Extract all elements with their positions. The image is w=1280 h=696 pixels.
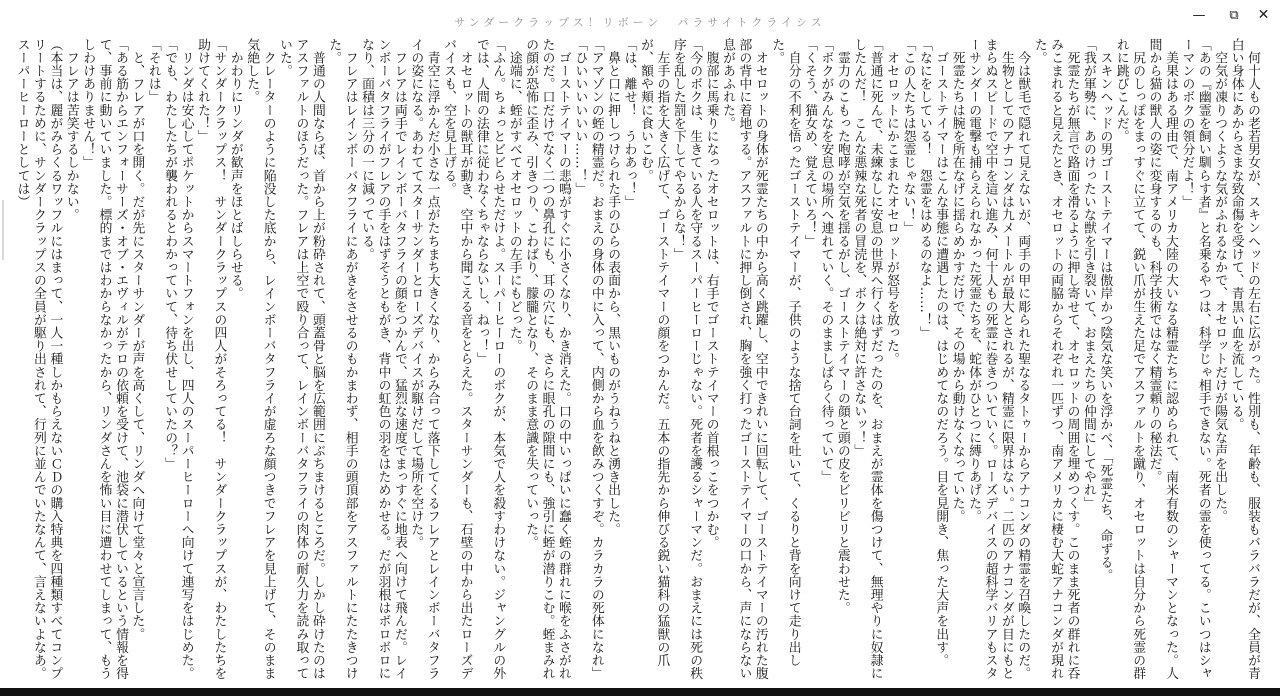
document-viewport[interactable]: [14, 38, 1260, 686]
paragraph: 何十人もの老若男女が、スキンヘッドの左右に広がった。性別も、年齢も、服装もバラバラだが、全員が青白い身体にあからさまな致命傷を受けて、青黒い血を流している。: [1228, 38, 1260, 680]
paragraph: オセロットの身体が死霊たちの中から高く跳躍し、空中できれいに回転して、ゴーストテイマーの汚れた腹部の背中に着地する。アスファルトに押し倒され、胸を強く打ったゴーストテイマーの口から、声にならない息があふれた。: [720, 38, 768, 680]
close-button[interactable]: [1247, 0, 1280, 30]
paragraph: 「この人たちは怨霊じゃない！」: [900, 38, 916, 235]
paragraph: 腹部に馬乗りになったオセロットは、右手でゴーストテイマーの首根っこをつかむ。: [703, 38, 719, 549]
paragraph: オセロットの獣耳が動き、空中から聞こえる音をとらえた。スターサンダーも、石壁の中から出たローズデバイスも、空を見上げる。: [441, 38, 473, 680]
paragraph: フレアはレインボーバタフライにあがきをさせるのもかまわず、相手の頭頂部をアスファルトにたたきつけた。: [326, 38, 358, 680]
window-titlebar: [0, 0, 1280, 36]
paragraph: 霊力のこもった咆哮が空気を揺るがし、ゴーストテイマーの顔と頭の皮をビリビリと震わせた。: [834, 38, 850, 615]
paragraph: 「は、離せ！ うわあっ！」: [621, 38, 637, 209]
left-edge-marker: [2, 200, 4, 260]
paragraph: かわりにリンダが歓声をほとばしらせる。: [227, 38, 243, 300]
paragraph: 「でも、わたしたちが襲われるとわかっていて、待ち伏せしていたの？」: [162, 38, 178, 471]
paragraph: 生物としてのアナコンダは九メートルが最大とされるが、精霊に限界はない。二匹のアナコンダが目にもとまらぬスピードで空中を這い進み、何十人もの死霊に巻きついていく。ローズデバイスの超科学バリアもスターサンダーの電撃も捕らえられなかった死霊たちを、蛇体がひとつに縛りあげた。: [966, 38, 1014, 680]
paragraph: 青空に浮かんだ小さな一点がたちまち大きくなり、からみ合って落下してくるフレアとレインボーバタフライの姿になる。あわててスターサンダーとローズデバイスが駆けだして場所を空けた。: [408, 38, 440, 680]
paragraph: 左手の指を大きく広げて、ゴーストテイマーの顔をつかんだ。五本の指先から伸びる鋭い猫科の猛獣の爪が、額や頬に食いこむ。: [637, 38, 670, 667]
paragraph: スキンヘッドの男ゴーストテイマーは傲岸かつ陰気な笑いを浮かべ、「死霊たち、命ずる。: [1097, 38, 1113, 582]
paragraph: ゴーストテイマーはこんな事態に遭遇したのは、はじめてなのだろう。目を見開き、焦った大声を出す。: [933, 38, 949, 667]
minimize-icon: —: [1192, 7, 1206, 23]
bottom-bar: [0, 688, 1280, 696]
paragraph: 死霊たちが無言で路面を滑るように押し寄せて、オセロットの周囲を埋めつくす。このまま死者の群れに呑みこまれると見えたとき、オセロットの両脇からそれぞれ一匹ずつ、南アメリカに棲む大蛇アナコンダが現れた。: [1031, 38, 1080, 680]
paragraph: フレアは両手でレインボーバタフライの顔をつかんで、猛烈な速度でまっすぐに地表へ向けて飛んだ。レインボーバタフライがフレアの手をはずそうともがき、背中の虹色の羽をはためかせる。だが羽根はボロボロになり、面積は三分の一に減っている。: [359, 38, 407, 680]
paragraph: 「ある筋からエンフォーサーズ・オブ・エヴィルがテロの依頼を受けて、池袋に潜伏しているという情報を得て、事前に動いていました。標的まではわからなかったから、リンダさんを怖い目に遭わせてしまって、もうしわけありません！」: [80, 38, 128, 680]
paragraph: 「なにをしている！ 怨霊をはめるのなよ……！」: [916, 38, 932, 340]
paragraph: 今は獣毛で隠れて見えないが、両手の甲に彫られた聖なるタトゥーからアナコンダの精霊を召喚したのだ。: [1015, 38, 1031, 680]
paragraph: 「アマゾンの蛭の精霊だ。おまえの身体の中に入って、内側から血を飲みつくすぞ。カラカラの死体になれ」: [588, 38, 604, 680]
paragraph: クレーターのように陥没した底から、レインボーバタフライが虚ろな顔つきでフレアを見上げて、そのまま気絶した。: [244, 38, 276, 680]
paragraph: リンダは安心してポケットからスマートフォンを出し、四人のスーパーヒーローへ向けて連写をはじめた。: [178, 38, 194, 680]
paragraph: 「サンダークラップス！ サンダークラップスの四人がそろってる！ サンダークラップスが、わたしたちを助けてくれた！」: [195, 38, 227, 680]
paragraph: 途端に、蛭がすべてオセロットの左手にもどった。: [506, 38, 522, 353]
paragraph: 「それは」: [145, 38, 161, 104]
paragraph: オセロットにかこまれたオセロットが怒号を放った。: [884, 38, 900, 366]
paragraph: 空気が凍りつくような気がふれるなかで、オセロットだけが陽気な声を出した。: [1212, 38, 1228, 523]
paragraph: 自分の不利を悟ったゴーストテイマーが、子供のような捨て台詞を吐いて、くるりと背を向けて走り出した。: [769, 38, 801, 667]
paragraph: と、フレアが口を開く。だが先にスターサンダーが声を高くして、リンダへ向けて堂々と宣言した。: [129, 38, 145, 641]
window-title: サンダークラップス！リボーン パラサイトクライシス: [454, 16, 826, 29]
vertical-text-body: [13, 38, 1260, 686]
restore-icon: ⧉: [1229, 7, 1239, 23]
paragraph: 尻のしっぽをまっすぐに立てて、鋭い爪が生えた足でアスファルトを蹴り、オセロットは自分から死霊の群れに跳びこんだ。: [1113, 38, 1146, 680]
paragraph: 「我が軍勢に、あのけったいな獣を引き裂いて、おまえたちの仲間にしてやれ」: [1080, 38, 1096, 510]
paragraph: 「あの『幽霊を飼い馴らす者』と名乗るやつは、科学じゃ相手できない。死者の霊を使ってる。こいつはシャーマンのボクの領分だよ！」: [1179, 38, 1211, 680]
paragraph: 「ふん。ちょっとビビらせただけよ。スーパーヒーローのボクが、本気で人を殺すわけない。ジャングルの外では、人間の法律に従わなくちゃならないし、ねっ！」: [473, 38, 506, 680]
paragraph: 「普通に死んで、未練なしに安息の世界へ行くはずだったのを、おまえが霊体を傷つけて、無理やりに奴隷にしたんだ！ こんな悪辣な死者の冒涜を、ボクは絶対に許さないッ！」: [851, 38, 883, 680]
paragraph: 鼻と口に押しつけられた手のひらの表面から、黒いものがうねうねと湧き出した。: [605, 38, 621, 536]
paragraph: 普通の人間ならば、首から上が粉砕されて、頭蓋骨と脳を広範囲にぶちまけるところだ。しかし砕けたのはアスファルトのほうだった。フレアは上空で殴り合って、レインボーバタフライの肉体の耐久力を読み取っていた。: [277, 38, 325, 680]
paragraph: ゴーストテイマーの悲鳴がすぐに小さくなり、かき消えた。口の中いっぱいに蠢く蛭の群れに喉をふさがれたのだ。口だけでなく二つの鼻孔にも、耳の穴にも、さらに眼孔の隙間にも、強引に蛭が潜りこむ。蛭まみれの顔が恐怖に歪み、引きつり、こわばり、朦朧となり、そのまま意識を失っていった。: [523, 38, 571, 680]
paragraph: 「今のボクは、生きている人を守るスーパーヒーローじゃない。死者を護るシャーマンだ。おまえには死の秩序を乱した罰を下してやるからな！」: [670, 38, 703, 680]
paragraph: 死霊たちは腕を所在なげに揺らめかすだけで、その場から動けなくなっていた。: [949, 38, 965, 523]
paragraph: 「ボクがみんなを安息の場所へ連れていく。そのまましばらく待っていて」: [818, 38, 834, 484]
paragraph: 「ひいいいいいい……！」: [572, 38, 588, 196]
paragraph: （本当は、麗がみらくるワッフルにはまって、一人一種しかもらえないＣＤの購入特典を四種類すべてコンプリートするために、サンダークラップスの全員が駆り出されて、行列に並んでいたなんて、言えないよなあ。スーパーヒーローとしては）: [14, 38, 63, 680]
paragraph: 「くそう、猫女め、覚えていろ！」: [802, 38, 818, 248]
paragraph: 美果はある理由で、南アメリカ大陸の大いなる精霊たちに認められて、南米有数のシャーマンとなった。人間から猫の獣人の姿に変身するのも、科学技術ではなく精霊頼りの秘法だ。: [1146, 38, 1178, 680]
paragraph: フレアは苦笑するしかない。: [63, 38, 79, 222]
close-icon: ✕: [1257, 7, 1270, 23]
